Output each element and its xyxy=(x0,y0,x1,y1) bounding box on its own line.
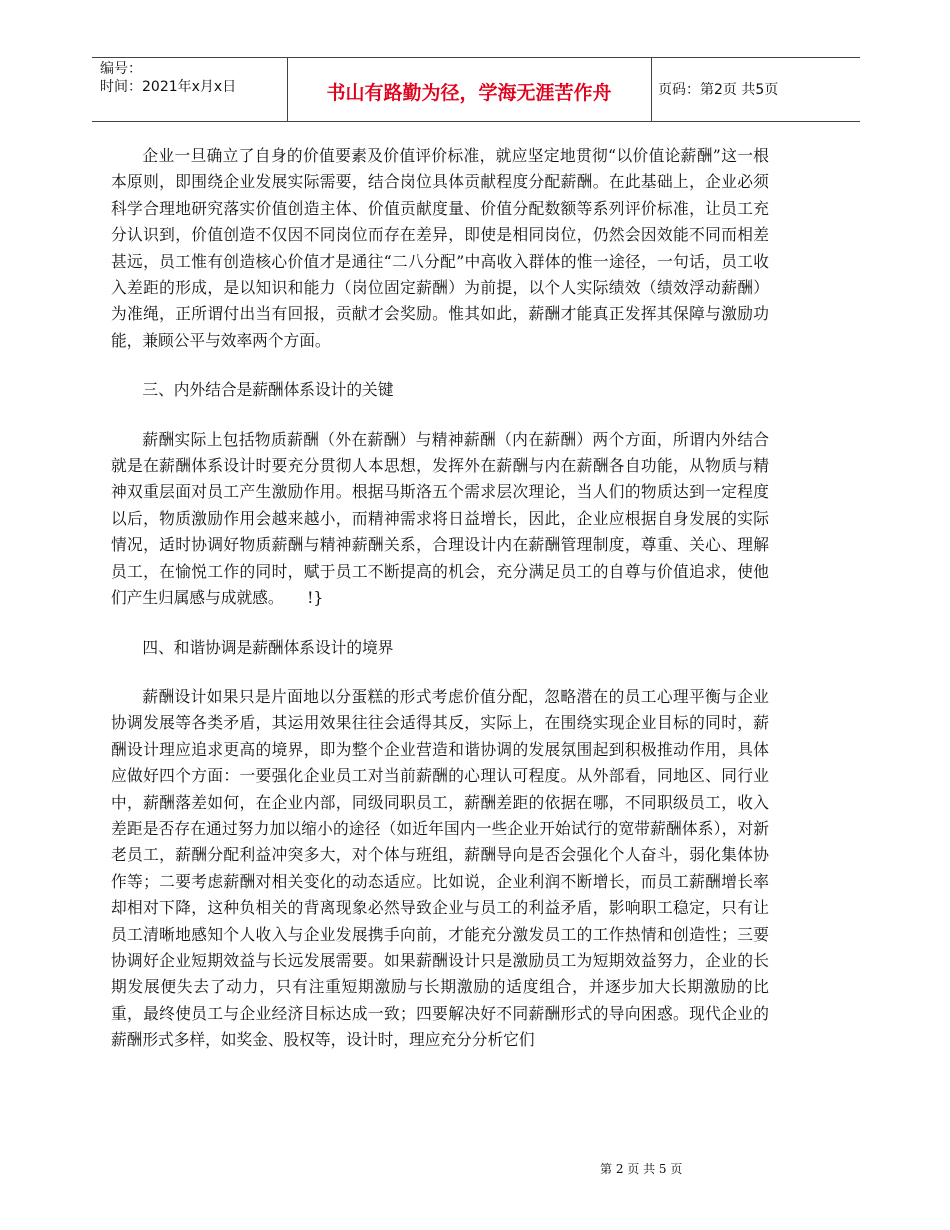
section-heading: 四、和谐协调是薪酬体系设计的境界 xyxy=(142,637,394,657)
body-paragraph: 薪酬实际上包括物质薪酬（外在薪酬）与精神薪酬（内在薪酬）两个方面，所谓内外结合就是在薪酬体系设计时要充分贯彻人本思想，发挥外在薪酬与内在薪酬各自功能，从物质与精神双重层面对员工产生激励作用。根据马斯洛五个需求层次理论，当人们的物质达到一定程度以后，物质激励作用会越来越小，而精神需求将日益增长，因此，企业应根据自身发展的实际情况，适时协调好物质薪酬与精神薪酬关系，合理设计内在薪酬管理制度，尊重、关心、理解员工，在愉悦工作的同时，赋于员工不断提高的机会，充分满足员工的自尊与价值追求，使他们产生归属感与成就感。 !} xyxy=(111,429,769,608)
page-footer: 第 2 页 共 5 页 xyxy=(600,1162,683,1176)
body-paragraph: 薪酬设计如果只是片面地以分蛋糕的形式考虑价值分配，忽略潜在的员工心理平衡与企业协调发展等各类矛盾，其运用效果往往会适得其反，实际上，在围绕实现企业目标的同时，薪酬设计理应追求更高的境界，即为整个企业营造和谐协调的发展氛围起到积极推动作用，具体应做好四个方面：一要强化企业员工对当前薪酬的心理认可程度。从外部看，同地区、同行业中，薪酬落差如何，在企业内部，同级同职员工，薪酬差距的依据在哪，不同职级员工，收入差距是否存在通过努力加以缩小的途径（如近年国内一些企业开始试行的宽带薪酬体系），对新老员工，薪酬分配利益冲突多大，对个体与班组，薪酬导向是否会强化个人奋斗，弱化集体协作等；二要考虑薪酬对相关变化的动态适应。比如说，企业利润不断增长，而员工薪酬增长率却相对下降，这种负相关的背离现象必然导致企业与员工的利益矛盾，影响职工稳定，只有让员工清晰地感知个人收入与企业发展携手向前，才能充分激发员工的工作热情和创造性；三要协调好企业短期效益与长远发展需要。如果薪酬设计只是激励员工为短期效益努力，企业的长期发展便失去了动力，只有注重短期激励与长期激励的适度组合，并逐步加大长期激励的比重，最终使员工与企业经济目标达成一致；四要解决好不同薪酬形式的导向困惑。现代企业的薪酬形式多样，如奖金、股权等，设计时，理应充分分析它们 xyxy=(111,686,769,1050)
document-number-label: 编号： xyxy=(100,61,142,77)
header-page-number: 页码：第2页 共5页 xyxy=(658,82,779,98)
header-meta xyxy=(100,60,236,96)
section-heading: 三、内外结合是薪酬体系设计的关键 xyxy=(142,380,394,400)
body-paragraph: 企业一旦确立了自身的价值要素及价值评价标准，就应坚定地贯彻“以价值论薪酬”这一根本原则，即围绕企业发展实际需要，结合岗位具体贡献程度分配薪酬。在此基础上，企业必须科学合理地研究落实价值创造主体、价值贡献度量、价值分配数额等系列评价标准，让员工充分认识到，价值创造不仅因不同岗位而存在差异，即使是相同岗位，仍然会因效能不同而相差甚远，员工惟有创造核心价值才是通往“二八分配”中高收入群体的惟一途径，一句话，员工收入差距的形成，是以知识和能力（岗位固定薪酬）为前提，以个人实际绩效（绩效浮动薪酬）为准绳，正所谓付出当有回报，贡献才会奖励。惟其如此，薪酬才能真正发挥其保障与激励功能，兼顾公平与效率两个方面。 xyxy=(111,146,769,350)
header-bottom-rule xyxy=(92,121,860,122)
header-motto: 书山有路勤为径，学海无涯苦作舟 xyxy=(326,82,612,104)
document-body xyxy=(111,143,769,1054)
header-divider-right xyxy=(651,57,652,121)
document-time-label: 时间：2021年x月x日 xyxy=(100,79,237,95)
header-top-rule xyxy=(92,57,860,58)
